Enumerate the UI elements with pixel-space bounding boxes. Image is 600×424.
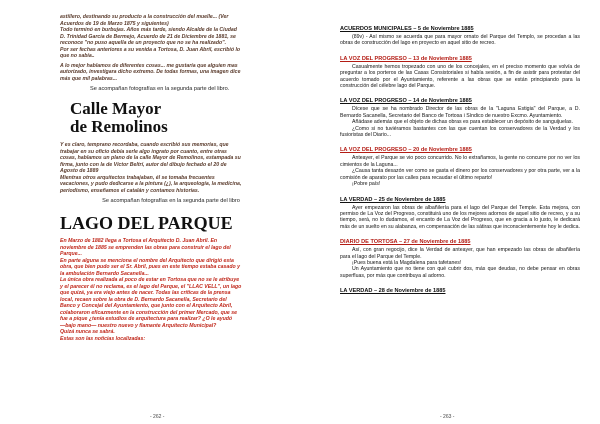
mayor-line: vacaciones, y pudo dedicarse a la pintura (¿), la arqueología, la medicina,: [60, 181, 242, 187]
intro-line: que no sabía..: [60, 53, 95, 59]
intro-line: D. Trinidad García de Bermejo, Acuerdo de 21 de Diciembre de 1881, se: [60, 33, 236, 40]
news-section: [340, 56, 580, 90]
section-paragraph: Ayer empezaron las obras de albañilería para el lago del Parque del Temple. Esta mejora, con permiso de La Voz del Progreso, constituirá uno de los mejores adornos de aquel sitio de recreo, y a su tiempo, será, no lo dudamos, el encanto de La Voz del Progreso, que en gracia a lo justo, le dedicará más de un suelto en su alabanza, en compensación de las sátiras que inconscientemente hoy le dedica.: [340, 204, 580, 230]
section-heading: LA VOZ DEL PROGRESO – 20 de Noviembre 1885: [340, 147, 472, 154]
mayor-line: firma, junto con la de Víctor Beltrí, autor del dibujo fechado el 20 de: [60, 161, 227, 168]
lago-line: y el parecer él no reclama, es el lago del Parque, el "LLAC VELL", un lago: [60, 283, 242, 290]
lago-line: Parque...: [60, 251, 82, 257]
photo-caption-2: Se acompañan fotografías en la segunda parte del libro: [102, 198, 240, 204]
section-heading: LA VOZ DEL PROGRESO – 14 de Noviembre 1885: [340, 98, 472, 105]
news-section: [340, 197, 580, 231]
section-heading: LA VERDAD – 28 de Noviembre de 1885: [340, 288, 446, 295]
right-page: [300, 0, 600, 424]
section-title-lago: LAGO DEL PARQUE: [60, 213, 233, 233]
intro-line: A lo mejor hablamos de diferentes cosas... me gustaría que alguien mas: [60, 62, 238, 69]
section-heading: DIARIO DE TORTOSA – 27 de Noviembre de 1885: [340, 239, 471, 246]
lago-line: obra, que bien pudo ser el Sr. Abril, pues en este tiempo estaba casado y: [60, 264, 240, 270]
section-paragraph: Dícese que se ha nombrado Director de las obras de la "Laguna Estigia" del Parque, a D. Bernardo Sacanella, Secretario del Banco de Tortosa i Síndico de nuestro Excmo. Ayuntamiento.: [340, 106, 580, 119]
intro-line: astillero, destinando su producto a la construcción del muelle... (Ver: [60, 14, 229, 20]
lago-line: fue a pique ¿tenía estudios de arquitectura para realizar? ¿O le ayudó: [60, 316, 233, 322]
lago-line: —bajo mano— nuestro nuevo y flamante Arquitecto Municipal?: [60, 322, 217, 329]
news-section: [340, 239, 580, 279]
lago-line: Banco y Concejal del Ayuntamiento, que junto con el Arquitecto Abril,: [60, 303, 233, 309]
lago-red-block: [60, 238, 282, 342]
photo-caption-1: Se acompañan fotografías en la segunda parte del libro.: [90, 86, 230, 92]
section-heading: LA VOZ DEL PROGRESO – 13 de Noviembre 1885: [340, 55, 472, 62]
news-section: [340, 98, 580, 138]
mayor-line: Y es claro, temprano recordaba, cuando escribió sus memorias, que: [60, 142, 229, 148]
section-paragraph: Casualmente hemos tropezado con uno de los concejales, en el preciso momento que volvía de preguntar a los porteros de las Casas Consistoriales si había sesión, a fin de asistir para protestar del acuerdo tomado por el Ayuntamiento, referente a las obras que se están principiando para la construcción del célebre lago del Parque.: [340, 63, 580, 90]
section-paragraph: ¿Como si no tuviéramos bastantes con las que cuentan los conservadores de la Verdad y los fusioristas del Diario...: [340, 125, 580, 139]
lago-line: noviembre de 1885 se emprenden las obras para construir el lago del: [60, 244, 231, 251]
section-paragraph: Así, con gran regocijo, dice la Verdad de anteayer, que han empezado las obras de albañilería para el lago del Parque del Temple.: [340, 247, 580, 260]
lago-line: local, recaen sobre la obra de D. Bernardo Sacanella, Secretario del: [60, 296, 227, 303]
section-heading: LA VERDAD – 25 de Noviembre de 1885: [340, 196, 446, 203]
lago-line: En Marzo de 1882 llega a Tortosa el Arquitecto D. Juan Abril. En: [60, 238, 218, 244]
intro-line: autorizado, investigara dicho extremo. De todas formas, una imagen dice: [60, 69, 241, 75]
news-sections: [340, 26, 580, 294]
mayor-line: trabajar en su oficio debía serle algo ingrato por cuanto, entre otras: [60, 148, 227, 155]
news-section: [340, 288, 580, 294]
mayor-italic-block: [60, 142, 282, 194]
section-paragraph: Anteayer, el Parque se vio poco concurrido. No lo extrañamos, la gente no concurre por no ver los cimientos de la Laguna...: [340, 155, 580, 168]
section-paragraph: Un Ayuntamiento que no tiene con qué cubrir dos, más que deudas, no debe pensar en obras superfluas, por más que contribuya al adorno.: [340, 266, 580, 279]
section-title-remolinos: de Remolinos: [70, 117, 168, 136]
lago-line: Quizá nunca se sabrá.: [60, 329, 115, 335]
news-section: [340, 26, 580, 47]
intro-line: Por ser fechas anteriores a su venida a Tortosa, D. Juan Abril, escribió lo: [60, 46, 241, 53]
lago-line: colaboraron eficazmente en la construcción del primer Mercado, que se: [60, 309, 238, 316]
lago-line: En parte alguna se menciona el nombre del Arquitecto que dirigió esta: [60, 257, 234, 264]
mayor-line: Agosto de 1889: [60, 168, 99, 174]
news-section: [340, 147, 580, 187]
lago-line: Estas son las noticias localizadas:: [60, 335, 146, 342]
intro-line: Todo terminó en burbujas. Años más tarde, siendo Alcalde de la Ciudad: [60, 27, 237, 33]
section-heading: ACUERDOS MUNICIPALES – 5 de Noviembre 1885: [340, 26, 474, 32]
section-title-calle-mayor: Calle Mayor: [70, 99, 162, 118]
mayor-line: cosas, hablamos un plano de la calle Mayor de Remolinos, estampada su: [60, 155, 241, 161]
mayor-line: Mientras otros arquitectos trabajaban, él se tomaba frecuentes: [60, 174, 215, 181]
intro-line: reconoce "no puso aquella de un proyecto que no se ha realizado".: [60, 40, 227, 46]
page-number-right: - 263 -: [440, 414, 455, 420]
section-paragraph: ¡Pues buena está la Magdalena para tafetanes!: [352, 259, 462, 266]
lago-line: que quizá, ya era viejo antes de nacer. Todas las críticas de la prensa: [60, 290, 231, 296]
intro-line: más que mil palabras...: [60, 75, 118, 82]
section-paragraph: Añádase además que el objeto de dichas obras es para establecer un depósito de sanguijuelas.: [352, 119, 573, 126]
lago-line: la ambulación Bernardo Sacanella...: [60, 270, 149, 277]
intro-italic-block: [60, 14, 282, 82]
section-paragraph: ¡Pobre país!: [352, 181, 381, 188]
lago-line: La única obra realizada al poco de estar en Tortosa que no se le atribuye: [60, 277, 240, 283]
page-number-left: - 262 -: [150, 414, 165, 420]
intro-line: Acuerdos de 19 de Marzo 1875 y siguientes): [60, 20, 169, 27]
section-paragraph: ¿Causa tanta desazón ver como se gasta el dinero por los conservadores y por otra parte, ver a la comisión de aparato por las calles para recaudar el último reparto!: [340, 168, 580, 181]
section-paragraph: (89v) - Así mismo se acuerda que para mayor ornato del Parque del Templo, se procedan a las obras de construcción del lago en proyecto en aquel sitio de recreo.: [340, 34, 580, 47]
mayor-line: periodismo, enseñamos el catalán y contamos historias.: [60, 187, 200, 194]
